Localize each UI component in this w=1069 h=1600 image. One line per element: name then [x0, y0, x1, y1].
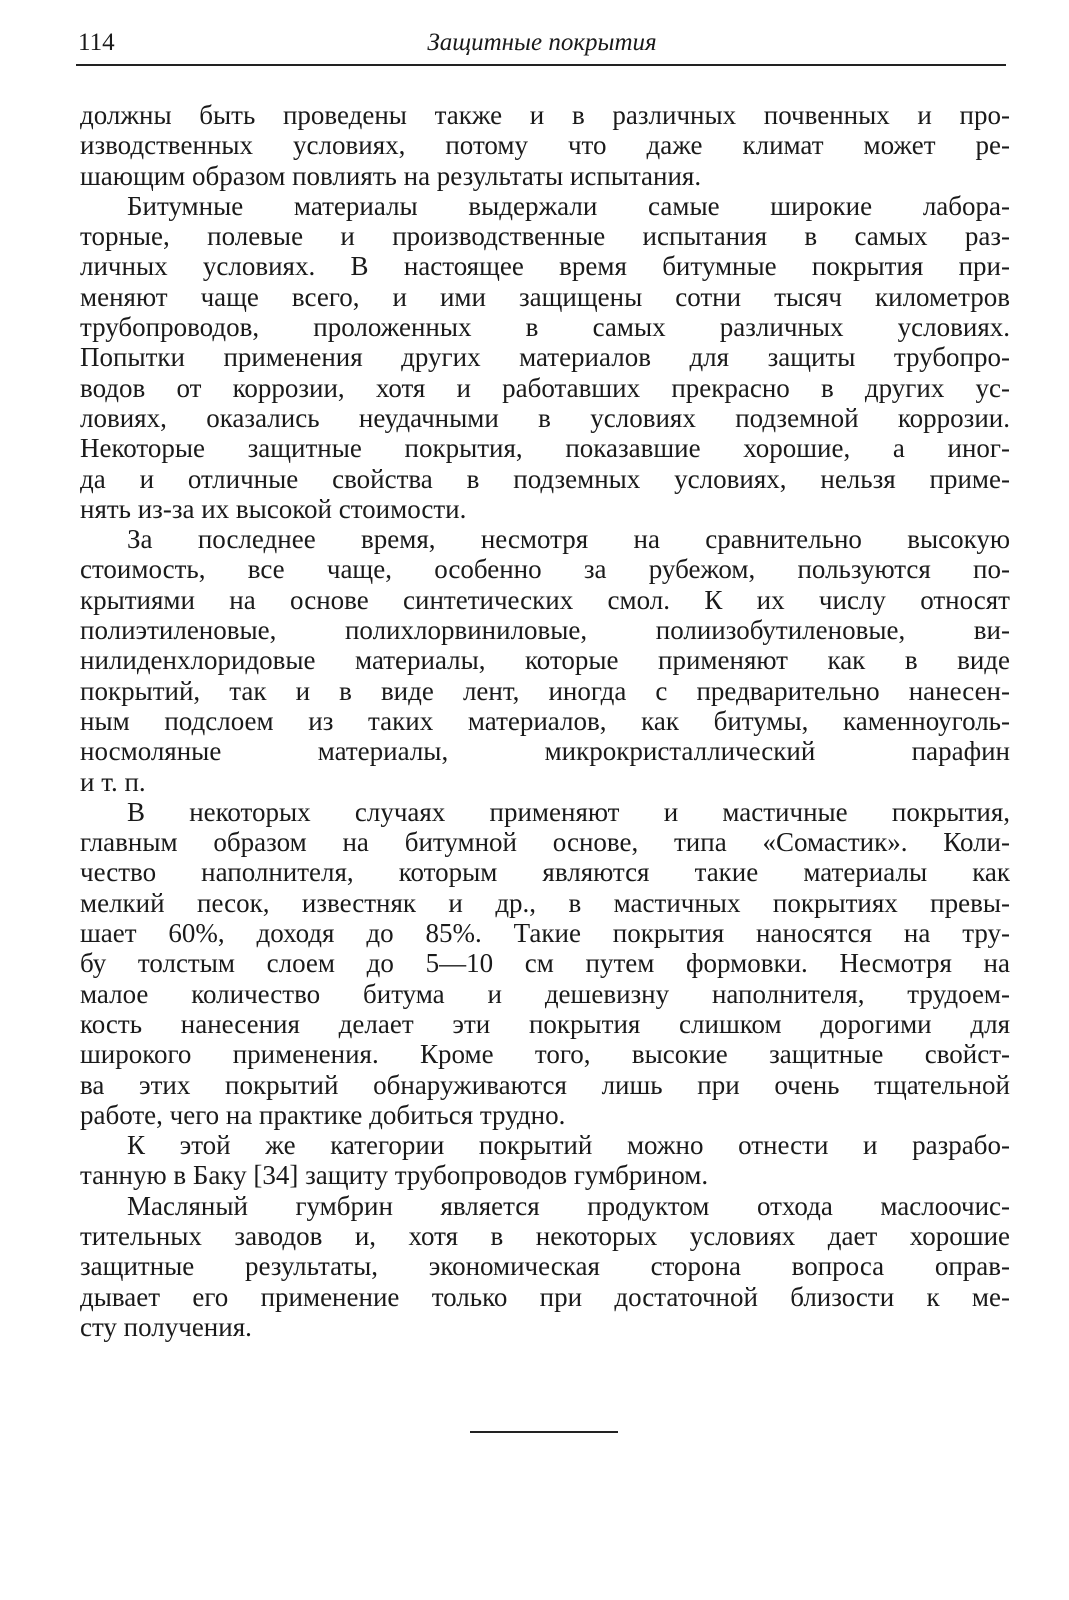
text-line: покрытий, так и в виде лент, иногда с предварительно нанесен-: [80, 675, 1010, 706]
text-line: трубопроводов, проложенных в самых различных условиях.: [80, 312, 1010, 343]
text-line: кость нанесения делает эти покрытия слишком дорогими для: [80, 1008, 1010, 1039]
text-line: работе, чего на практике добиться трудно.: [80, 1099, 566, 1130]
text-line: бу толстым слоем до 5—10 см путем формовки. Несмотря на: [80, 948, 1010, 979]
text-line: В некоторых случаях применяют и мастичные покрытия,: [127, 796, 1010, 827]
text-line: ва этих покрытий обнаруживаются лишь при очень тщательной: [80, 1069, 1010, 1100]
text-line: должны быть проведены также и в различных почвенных и про-: [80, 100, 1010, 130]
text-line: тительных заводов и, хотя в некоторых условиях дает хорошие: [80, 1220, 1010, 1251]
body-text: [80, 100, 1010, 1342]
text-line: крытиями на основе синтетических смол. К их числу относят: [80, 584, 1010, 615]
text-line: торные, полевые и производственные испытания в самых раз-: [80, 221, 1010, 252]
text-line: водов от коррозии, хотя и работавших прекрасно в других ус-: [80, 372, 1010, 403]
text-line: Некоторые защитные покрытия, показавшие хорошие, а иног-: [80, 433, 1010, 464]
text-line: К этой же категории покрытий можно отнести и разрабо-: [127, 1130, 1010, 1161]
text-line: меняют чаще всего, и ими защищены сотни тысяч километров: [80, 281, 1010, 312]
end-of-section-rule: [470, 1431, 618, 1433]
text-line: носмоляные материалы, микрокристаллический парафин: [80, 736, 1010, 767]
text-line: За последнее время, несмотря на сравнительно высокую: [127, 524, 1010, 555]
text-line: и т. п.: [80, 766, 146, 797]
text-line: главным образом на битумной основе, типа «Сомастик». Коли-: [80, 827, 1010, 858]
text-line: Масляный гумбрин является продуктом отхода маслоочис-: [127, 1190, 1010, 1221]
text-line: широкого применения. Кроме того, высокие защитные свойст-: [80, 1039, 1010, 1070]
header-rule: [76, 64, 1006, 66]
text-line: стоимость, все чаще, особенно за рубежом, пользуются по-: [80, 554, 1010, 585]
running-title: Защитные покрытия: [427, 29, 657, 56]
text-line: ловиях, оказались неудачными в условиях подземной коррозии.: [80, 402, 1010, 433]
text-line: изводственных условиях, потому что даже климат может ре-: [80, 130, 1010, 161]
running-header: [78, 26, 1006, 60]
text-line: защитные результаты, экономическая сторона вопроса оправ-: [80, 1251, 1010, 1282]
text-line: танную в Баку [34] защиту трубопроводов гумбрином.: [80, 1160, 709, 1191]
text-line: шает 60%, доходя до 85%. Такие покрытия наносятся на тру-: [80, 918, 1010, 949]
text-line: шающим образом повлиять на результаты испытания.: [80, 160, 702, 191]
text-line: полиэтиленовые, полихлорвиниловые, полиизобутиленовые, ви-: [80, 615, 1010, 646]
text-line: дывает его применение только при достаточной близости к ме-: [80, 1281, 1010, 1312]
text-line: ным подслоем из таких материалов, как битумы, каменноуголь-: [80, 705, 1010, 736]
text-line: малое количество битума и дешевизну наполнителя, трудоем-: [80, 978, 1010, 1009]
text-line: да и отличные свойства в подземных условиях, нельзя приме-: [80, 463, 1010, 494]
text-line: Битумные материалы выдержали самые широкие лабора-: [127, 190, 1010, 221]
text-line: Попытки применения других материалов для защиты трубопро-: [80, 342, 1010, 373]
text-line: сту получения.: [80, 1311, 252, 1342]
text-line: мелкий песок, известняк и др., в мастичных покрытиях превы-: [80, 887, 1010, 918]
text-line: нилиденхлоридовые материалы, которые применяют как в виде: [80, 645, 1010, 676]
text-line: чество наполнителя, которым являются такие материалы как: [80, 857, 1010, 888]
text-line: нять из-за их высокой стоимости.: [80, 493, 467, 524]
page-number: 114: [78, 29, 115, 56]
text-line: личных условиях. В настоящее время битумные покрытия при-: [80, 251, 1010, 282]
